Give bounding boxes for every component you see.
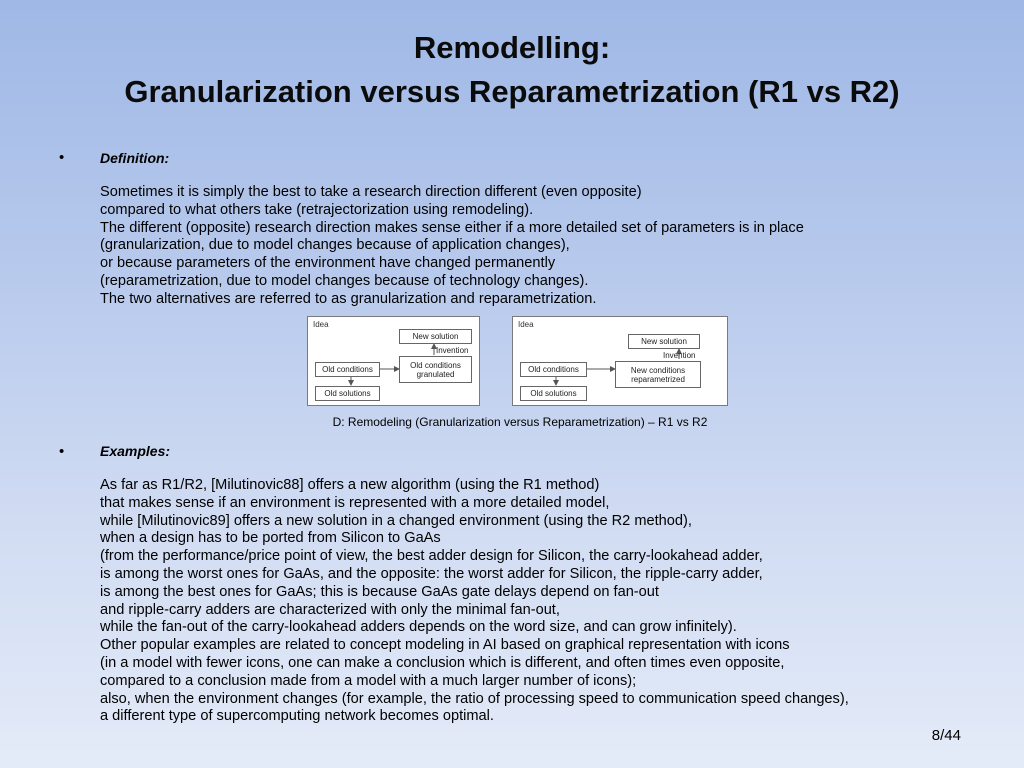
definition-line: (granularization, due to model changes because of application changes),: [100, 237, 570, 254]
examples-line: (from the performance/price point of view, the best adder design for Silicon, the carry-lookahead adder,: [100, 548, 763, 565]
new-solution-box: New solution: [628, 334, 700, 349]
definition-label: Definition:: [100, 150, 170, 166]
definition-bullet: •: [59, 149, 65, 166]
new-solution-box: New solution: [399, 329, 472, 344]
examples-line: also, when the environment changes (for example, the ratio of processing speed to communication speed changes),: [100, 690, 849, 707]
examples-line: compared to a conclusion made from a model with a much larger number of icons);: [100, 672, 637, 689]
figure-caption: D: Remodeling (Granularization versus Reparametrization) – R1 vs R2: [332, 415, 708, 429]
idea-label: Idea: [518, 320, 534, 329]
old-solutions-box: Old solutions: [315, 386, 380, 401]
page-number: 8/44: [931, 727, 961, 744]
old-solutions-box: Old solutions: [520, 386, 587, 401]
examples-line: As far as R1/R2, [Milutinovic88] offers a new algorithm (using the R1 method): [100, 477, 600, 493]
idea-label: Idea: [313, 320, 329, 329]
examples-line: while the fan-out of the carry-lookahead adders depends on the word size, and can grow infinitely).: [100, 619, 737, 636]
examples-line: and ripple-carry adders are characterized with only the minimal fan-out,: [100, 601, 560, 618]
definition-line: (reparametrization, due to model changes because of technology changes).: [100, 272, 589, 289]
examples-line: Other popular examples are related to concept modeling in AI based on graphical representation with icons: [100, 637, 790, 654]
definition-line: The two alternatives are referred to as granularization and reparametrization.: [100, 290, 597, 307]
definition-line: compared to what others take (retrajectorization using remodeling).: [100, 201, 534, 218]
examples-text: [100, 477, 849, 726]
granularization-diagram: [307, 316, 480, 406]
examples-line: is among the worst ones for GaAs, and the opposite: the worst adder for Silicon, the ripple-carry adder,: [100, 565, 763, 582]
definition-line: Sometimes it is simply the best to take a research direction different (even opposite): [100, 184, 642, 200]
title-line-2: Granularization versus Reparametrization (R1 vs R2): [124, 74, 900, 109]
reparametrization-diagram: [512, 316, 728, 406]
definition-line: or because parameters of the environment have changed permanently: [100, 255, 556, 272]
invention-label: Invention: [663, 351, 696, 360]
examples-line: that makes sense if an environment is represented with a more detailed model,: [100, 494, 610, 511]
title-line-1: Remodelling:: [413, 30, 611, 65]
old-conditions-box: Old conditions: [315, 362, 380, 377]
definition-text: [100, 184, 804, 309]
granulated-conditions-box: Old conditions granulated: [399, 356, 472, 383]
reparametrized-conditions-box: New conditions reparametrized: [615, 361, 701, 388]
examples-label: Examples:: [100, 443, 171, 459]
old-conditions-box: Old conditions: [520, 362, 587, 377]
examples-bullet: •: [59, 443, 65, 460]
examples-line: (in a model with fewer icons, one can make a conclusion which is different, and often times even opposite,: [100, 654, 785, 671]
examples-line: while [Milutinovic89] offers a new solution in a changed environment (using the R2 method),: [100, 512, 692, 529]
examples-line: when a design has to be ported from Silicon to GaAs: [100, 530, 441, 547]
invention-label: Invention: [436, 346, 469, 355]
examples-line: a different type of supercomputing network becomes optimal.: [100, 708, 494, 725]
examples-line: is among the best ones for GaAs; this is because GaAs gate delays depend on fan-out: [100, 583, 659, 600]
slide-title: [0, 28, 1024, 112]
definition-line: The different (opposite) research direction makes sense either if a more detailed set of parameters is in place: [100, 219, 804, 236]
